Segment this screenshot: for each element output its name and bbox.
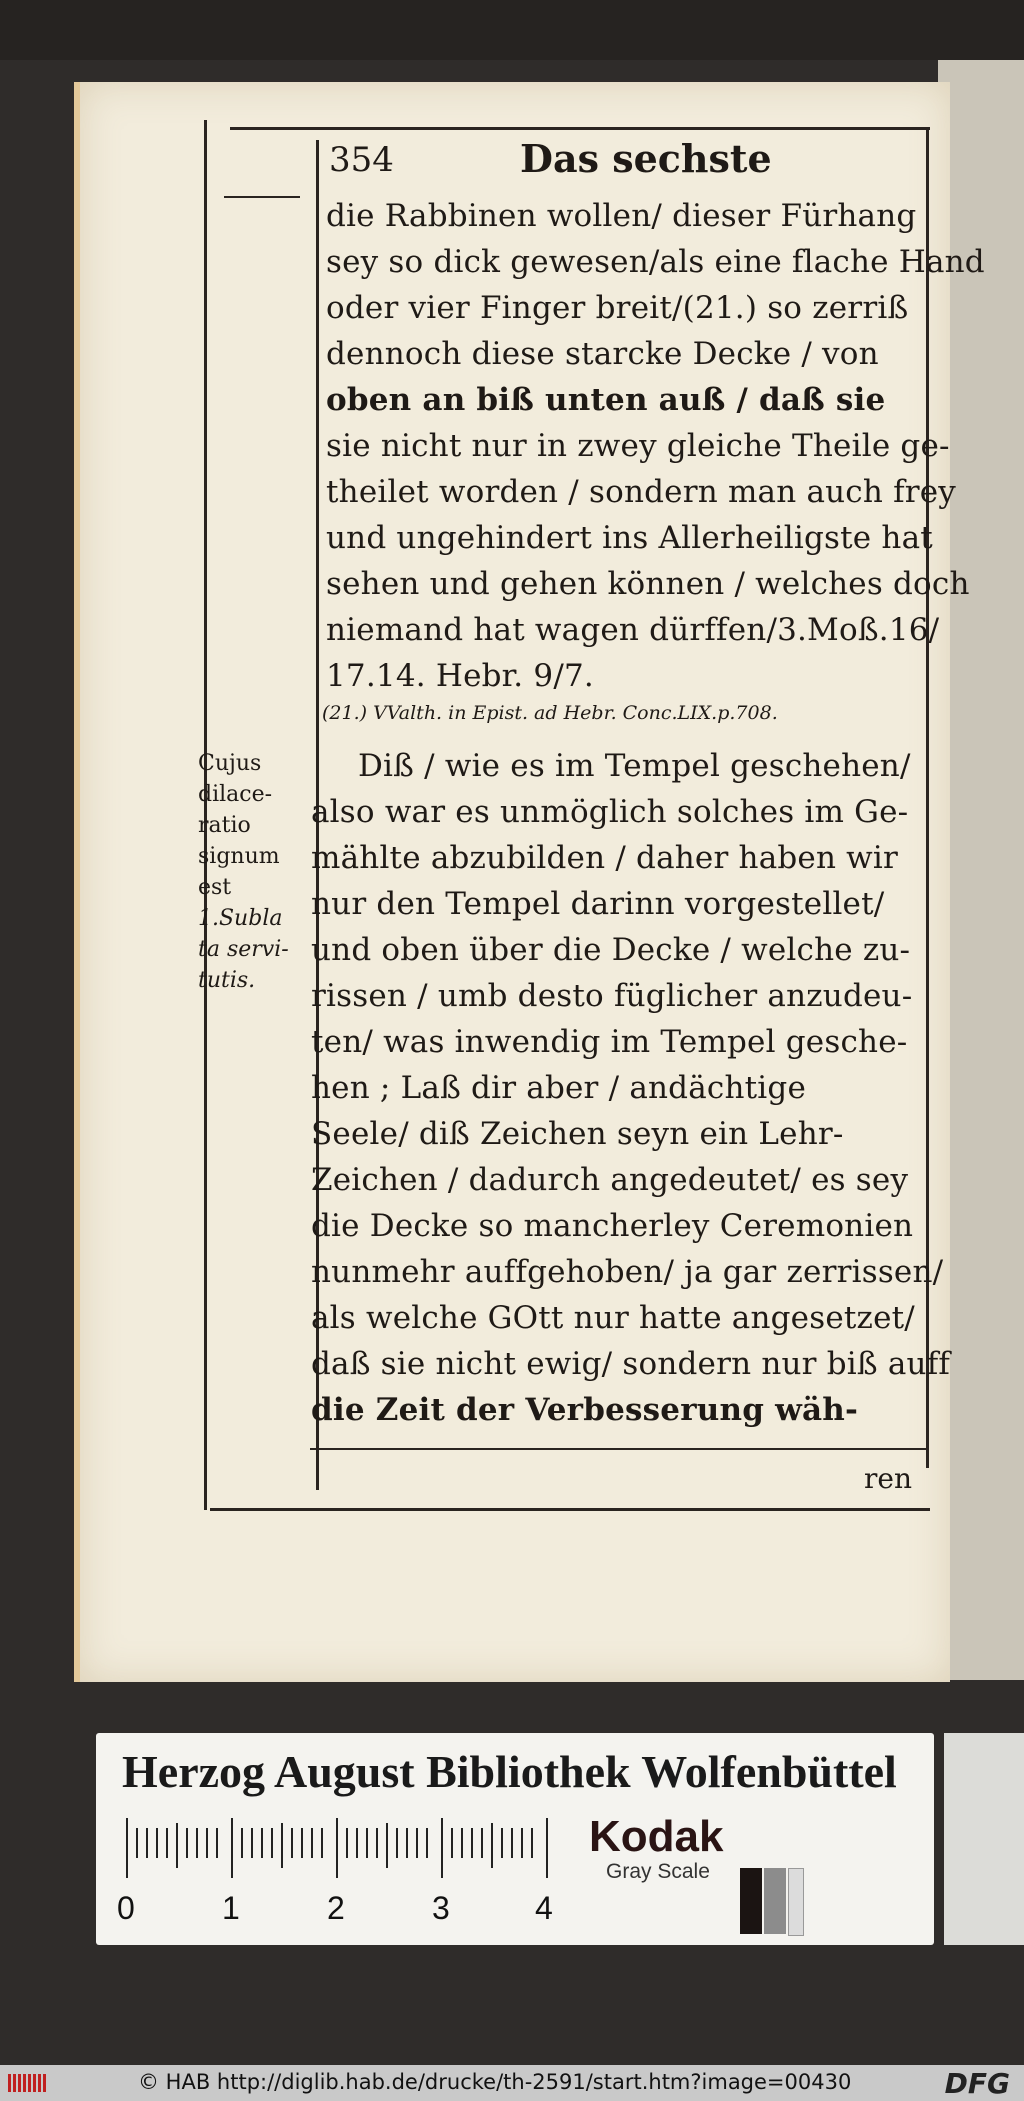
margin-short-rule (224, 196, 300, 198)
text-line: hen ; Laß dir aber / andächtige (311, 1070, 806, 1106)
dfg-logo: DFG (944, 2067, 1010, 2100)
frame-top-rule (230, 127, 930, 130)
text-line: sehen und gehen können / welches doch (326, 566, 970, 602)
ruler-number: 1 (222, 1890, 240, 1926)
copyright-url[interactable]: © HAB http://diglib.hab.de/drucke/th-2591/start.htm?image=00430 (138, 2070, 852, 2094)
text-line: Diß / wie es im Tempel geschehen/ (358, 748, 911, 784)
text-line: mählte abzubilden / daher haben wir (311, 840, 899, 876)
margin-note-line: ratio (198, 813, 251, 838)
text-line: Zeichen / dadurch angedeutet/ es sey (311, 1162, 909, 1198)
margin-note-line: signum (198, 844, 280, 869)
running-head: Das sechste (520, 136, 772, 181)
text-line: sey so dick gewesen/als eine flache Hand (326, 244, 985, 280)
gray-scale-label: Gray Scale (606, 1860, 710, 1883)
black-swatch (740, 1868, 762, 1934)
text-line: also war es unmöglich solches im Ge- (311, 794, 909, 830)
margin-note-line: tutis. (198, 968, 256, 993)
text-line: rissen / umb desto füglicher anzudeu- (311, 978, 913, 1014)
text-line: und oben über die Decke / welche zu- (311, 932, 911, 968)
text-line: oben an biß unten auß / daß sie (326, 382, 886, 418)
ruler-number: 0 (117, 1890, 135, 1926)
ruler-ticks (125, 1818, 555, 1888)
text-line: 17.14. Hebr. 9/7. (326, 658, 594, 694)
hab-logo-icon (8, 2074, 48, 2092)
text-line: nunmehr auffgehoben/ ja gar zerrissen/ (311, 1254, 944, 1290)
text-line: daß sie nicht ewig/ sondern nur biß auff (311, 1346, 951, 1382)
margin-note-line: Cujus (198, 751, 262, 776)
page-number: 354 (329, 140, 394, 180)
margin-note-line: est (198, 875, 232, 900)
text-line: ten/ was inwendig im Tempel gesche- (311, 1024, 908, 1060)
ruler-number: 2 (327, 1890, 345, 1926)
light-swatch (788, 1868, 804, 1936)
text-line: die Rabbinen wollen/ dieser Fürhang (326, 198, 917, 234)
frame-text-bottom-rule (310, 1448, 928, 1450)
text-line: theilet worden / sondern man auch frey (326, 474, 957, 510)
text-line: die Decke so mancherley Ceremonien (311, 1208, 914, 1244)
text-line: sie nicht nur in zwey gleiche Theile ge- (326, 428, 950, 464)
scan-top-edge (0, 0, 1024, 60)
frame-bottom-rule (210, 1508, 930, 1511)
text-line: und ungehindert ins Allerheiligste hat (326, 520, 933, 556)
footnote: (21.) VValth. in Epist. ad Hebr. Conc.LIX.p.708. (322, 702, 778, 724)
text-line: oder vier Finger breit/(21.) so zerriß (326, 290, 909, 326)
margin-note-line: dilace- (198, 782, 273, 807)
ruler-number: 3 (432, 1890, 450, 1926)
library-name: Herzog August Bibliothek Wolfenbüttel (122, 1746, 897, 1797)
gray-swatch (764, 1868, 786, 1934)
catchword: ren (864, 1462, 912, 1495)
text-line: Seele/ diß Zeichen seyn ein Lehr- (311, 1116, 844, 1152)
text-line: als welche GOtt nur hatte angesetzet/ (311, 1300, 915, 1336)
ruler-number: 4 (535, 1890, 553, 1926)
text-line: die Zeit der Verbesserung wäh- (311, 1392, 859, 1428)
margin-note-line: ta servi- (198, 937, 289, 962)
text-line: niemand hat wagen dürffen/3.Moß.16/ (326, 612, 940, 648)
kodak-logo: Kodak (589, 1812, 724, 1861)
adjacent-page (938, 60, 1024, 1680)
text-line: nur den Tempel darinn vorgestellet/ (311, 886, 885, 922)
text-line: dennoch diese starcke Decke / von (326, 336, 879, 372)
color-scale-strip-edge (944, 1733, 1024, 1945)
margin-note-line: 1.Subla (198, 906, 283, 931)
margin-note (198, 748, 298, 996)
footer-bar (0, 2065, 1024, 2101)
